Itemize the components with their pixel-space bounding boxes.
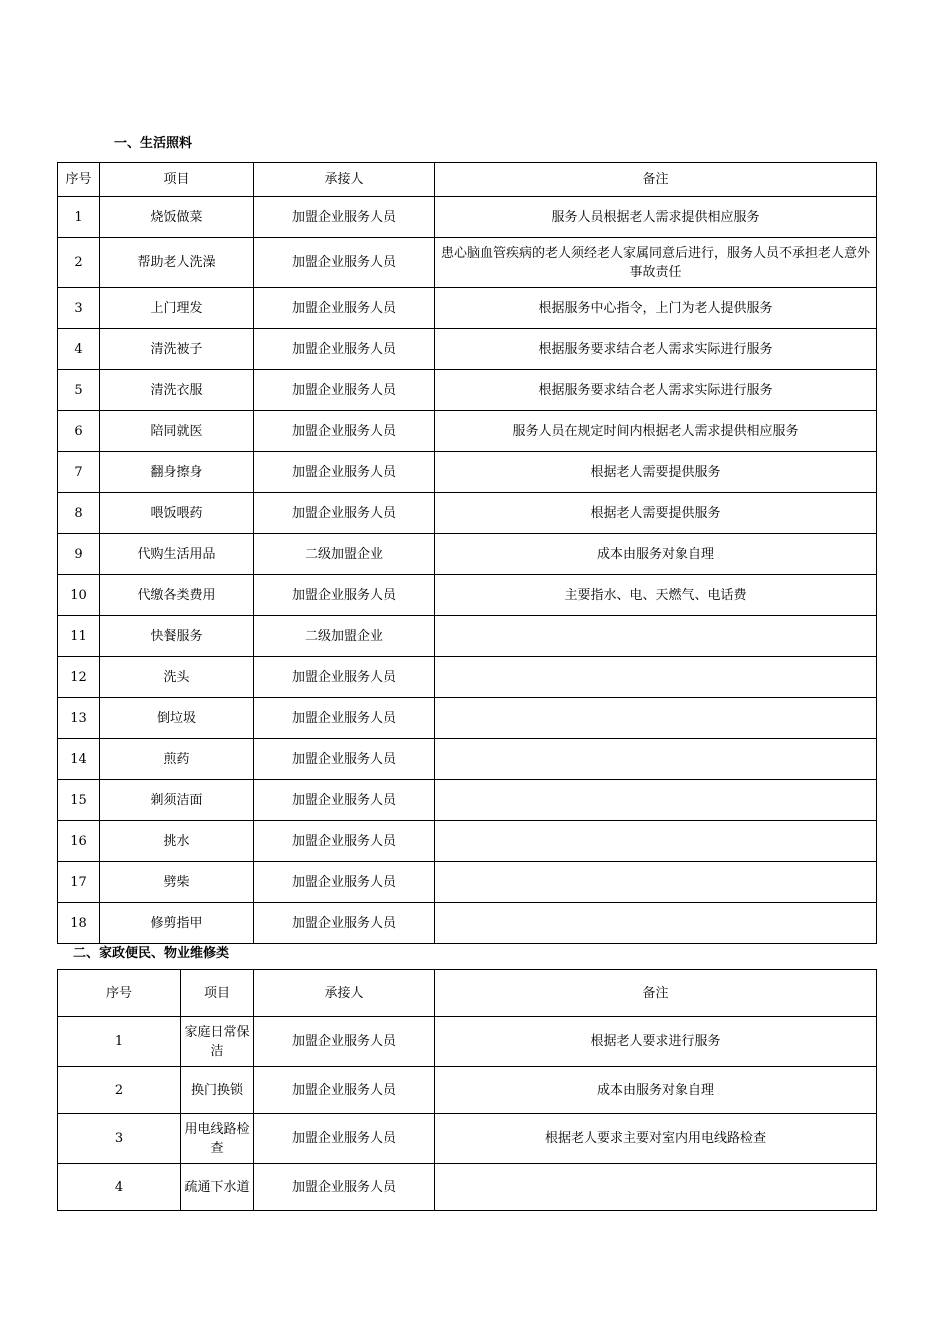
row-provider: 加盟企业服务人员 [254,493,435,534]
row-note: 根据老人要求进行服务 [435,1017,877,1067]
row-no: 4 [58,1164,181,1211]
row-no: 15 [58,780,100,821]
row-no: 18 [58,903,100,944]
table-row [58,370,877,411]
table-row [58,1017,877,1067]
row-item: 代购生活用品 [100,534,254,575]
row-note [435,780,877,821]
table-row [58,575,877,616]
row-item: 清洗被子 [100,329,254,370]
row-no: 2 [58,238,100,288]
row-item: 用电线路检查 [181,1114,254,1164]
table-header-row [58,163,877,197]
row-note: 根据服务中心指令，上门为老人提供服务 [435,288,877,329]
row-provider: 加盟企业服务人员 [254,1067,435,1114]
header-note: 备注 [435,970,877,1017]
row-note: 患心脑血管疾病的老人须经老人家属同意后进行，服务人员不承担老人意外事故责任 [435,238,877,288]
row-item: 喂饭喂药 [100,493,254,534]
row-note: 成本由服务对象自理 [435,534,877,575]
row-no: 3 [58,288,100,329]
row-item: 清洗衣服 [100,370,254,411]
row-item: 快餐服务 [100,616,254,657]
table-row [58,411,877,452]
table-header-row [58,970,877,1017]
row-no: 11 [58,616,100,657]
row-provider: 加盟企业服务人员 [254,411,435,452]
header-no: 序号 [58,163,100,197]
row-no: 8 [58,493,100,534]
row-provider: 加盟企业服务人员 [254,1164,435,1211]
row-no: 4 [58,329,100,370]
header-note: 备注 [435,163,877,197]
row-note [435,821,877,862]
row-item: 修剪指甲 [100,903,254,944]
row-provider: 加盟企业服务人员 [254,238,435,288]
row-provider: 加盟企业服务人员 [254,657,435,698]
row-note: 根据服务要求结合老人需求实际进行服务 [435,370,877,411]
table-row [58,329,877,370]
row-item: 洗头 [100,657,254,698]
row-no: 6 [58,411,100,452]
row-item: 劈柴 [100,862,254,903]
table-row [58,698,877,739]
row-provider: 加盟企业服务人员 [254,197,435,238]
life-care-table [57,162,877,944]
row-note [435,903,877,944]
header-item: 项目 [100,163,254,197]
row-no: 1 [58,1017,181,1067]
row-no: 1 [58,197,100,238]
row-no: 16 [58,821,100,862]
row-provider: 加盟企业服务人员 [254,903,435,944]
header-provider: 承接人 [254,970,435,1017]
table-row [58,1067,877,1114]
row-item: 疏通下水道 [181,1164,254,1211]
row-no: 12 [58,657,100,698]
table-row [58,903,877,944]
row-note [435,698,877,739]
row-provider: 加盟企业服务人员 [254,780,435,821]
row-note [435,1164,877,1211]
section-2-title: 二、家政便民、物业维修类 [73,946,230,961]
row-provider: 加盟企业服务人员 [254,821,435,862]
row-no: 7 [58,452,100,493]
row-no: 10 [58,575,100,616]
row-provider: 加盟企业服务人员 [254,862,435,903]
row-item: 代缴各类费用 [100,575,254,616]
section-1-title: 一、生活照料 [114,136,193,151]
row-provider: 加盟企业服务人员 [254,575,435,616]
row-item: 家庭日常保洁 [181,1017,254,1067]
row-item: 帮助老人洗澡 [100,238,254,288]
table-row [58,616,877,657]
table-row [58,1164,877,1211]
row-no: 14 [58,739,100,780]
table-row [58,1114,877,1164]
row-provider: 加盟企业服务人员 [254,1017,435,1067]
row-note: 根据老人需要提供服务 [435,493,877,534]
row-no: 17 [58,862,100,903]
table-row [58,452,877,493]
row-provider: 加盟企业服务人员 [254,739,435,780]
table-row [58,197,877,238]
row-note: 成本由服务对象自理 [435,1067,877,1114]
table-row [58,288,877,329]
row-provider: 加盟企业服务人员 [254,370,435,411]
table-row [58,493,877,534]
row-no: 9 [58,534,100,575]
row-item: 陪同就医 [100,411,254,452]
header-provider: 承接人 [254,163,435,197]
row-no: 5 [58,370,100,411]
header-no: 序号 [58,970,181,1017]
row-note: 根据服务要求结合老人需求实际进行服务 [435,329,877,370]
row-item: 倒垃圾 [100,698,254,739]
row-provider: 加盟企业服务人员 [254,698,435,739]
row-note [435,657,877,698]
row-note: 服务人员根据老人需求提供相应服务 [435,197,877,238]
row-item: 换门换锁 [181,1067,254,1114]
row-no: 13 [58,698,100,739]
row-provider: 加盟企业服务人员 [254,1114,435,1164]
row-note: 主要指水、电、天燃气、电话费 [435,575,877,616]
table-row [58,238,877,288]
row-item: 上门理发 [100,288,254,329]
table-row [58,821,877,862]
row-no: 2 [58,1067,181,1114]
row-note: 根据老人要求主要对室内用电线路检查 [435,1114,877,1164]
table-row [58,657,877,698]
row-item: 烧饭做菜 [100,197,254,238]
table-row [58,862,877,903]
row-item: 翻身擦身 [100,452,254,493]
row-item: 剃须洁面 [100,780,254,821]
row-note [435,616,877,657]
header-item: 项目 [181,970,254,1017]
row-provider: 加盟企业服务人员 [254,288,435,329]
row-provider: 加盟企业服务人员 [254,329,435,370]
row-note: 服务人员在规定时间内根据老人需求提供相应服务 [435,411,877,452]
row-note: 根据老人需要提供服务 [435,452,877,493]
row-provider: 二级加盟企业 [254,534,435,575]
row-note [435,739,877,780]
row-provider: 二级加盟企业 [254,616,435,657]
table-row [58,739,877,780]
table-row [58,780,877,821]
row-provider: 加盟企业服务人员 [254,452,435,493]
housekeeping-maintenance-table [57,969,877,1211]
row-item: 煎药 [100,739,254,780]
row-no: 3 [58,1114,181,1164]
table-row [58,534,877,575]
row-note [435,862,877,903]
row-item: 挑水 [100,821,254,862]
